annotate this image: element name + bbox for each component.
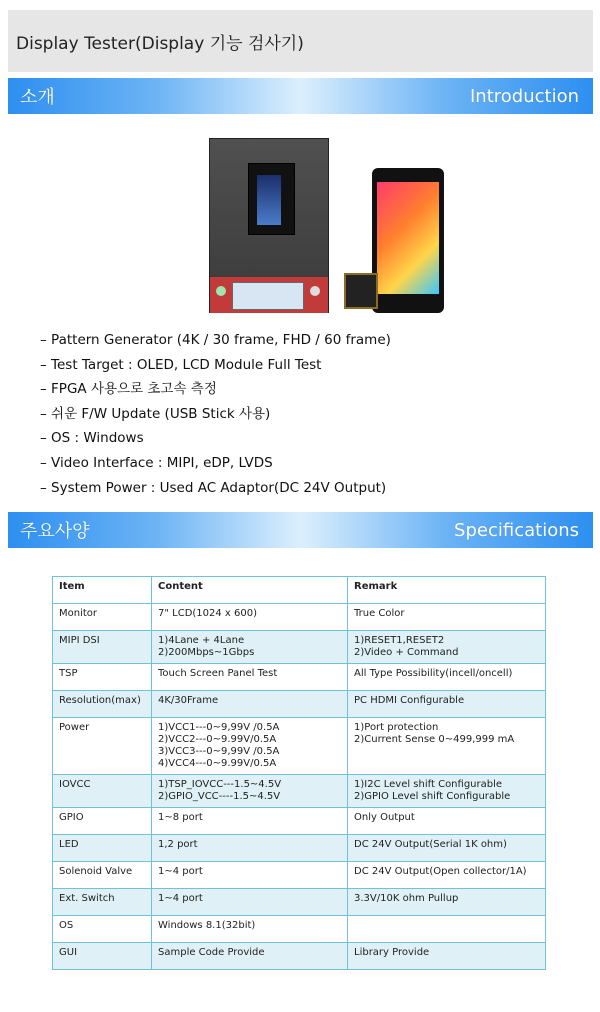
table-row xyxy=(53,916,546,943)
cell-item: Solenoid Valve xyxy=(53,862,152,889)
cell-remark xyxy=(348,664,546,691)
cell-content xyxy=(152,604,348,631)
cell-content xyxy=(152,889,348,916)
cell-item: Ext. Switch xyxy=(53,889,152,916)
table-row xyxy=(53,835,546,862)
display-module-image xyxy=(372,168,444,313)
cell-item: LED xyxy=(53,835,152,862)
feature-item: – OS : Windows xyxy=(40,426,391,451)
cell-content-line: 1~4 port xyxy=(158,893,203,904)
cell-remark-line: All Type Possibility(incell/oncell) xyxy=(354,668,513,679)
cell-remark xyxy=(348,835,546,862)
cell-remark-line: DC 24V Output(Open collector/1A) xyxy=(354,866,527,877)
product-images xyxy=(0,135,600,315)
cell-remark-line: PC HDMI Configurable xyxy=(354,695,465,706)
cell-remark-line: 3.3V/10K ohm Pullup xyxy=(354,893,459,904)
cell-remark xyxy=(348,808,546,835)
feature-item: – Test Target : OLED, LCD Module Full Test xyxy=(40,353,391,378)
cell-item: Power xyxy=(53,718,152,775)
cell-remark-line: 1)Port protection xyxy=(354,722,439,733)
cell-item: Resolution(max) xyxy=(53,691,152,718)
table-header-row xyxy=(53,577,546,604)
cell-content xyxy=(152,718,348,775)
cell-remark xyxy=(348,916,546,943)
cell-remark-line: Only Output xyxy=(354,812,415,823)
cell-content-line: 1,2 port xyxy=(158,839,198,850)
cell-content-line: 4)VCC4---0~9.99V/0.5A xyxy=(158,758,277,769)
table-row xyxy=(53,808,546,835)
cell-content xyxy=(152,631,348,664)
cell-remark-line: 2)Video + Command xyxy=(354,647,459,658)
table-row xyxy=(53,691,546,718)
column-header-remark: Remark xyxy=(348,577,546,604)
cell-remark xyxy=(348,775,546,808)
cell-remark xyxy=(348,631,546,664)
cell-content-line: 3)VCC3---0~9,99V /0.5A xyxy=(158,746,280,757)
cell-content xyxy=(152,835,348,862)
feature-list xyxy=(40,328,391,500)
cell-content-line: 2)GPIO_VCC----1.5~4.5V xyxy=(158,791,281,802)
table-row xyxy=(53,889,546,916)
feature-item: – Video Interface : MIPI, eDP, LVDS xyxy=(40,451,391,476)
cell-content xyxy=(152,862,348,889)
cell-content-line: Sample Code Provide xyxy=(158,947,265,958)
column-header-content: Content xyxy=(152,577,348,604)
cell-item: MIPI DSI xyxy=(53,631,152,664)
spec-table xyxy=(52,576,546,970)
table-row xyxy=(53,631,546,664)
cell-content-line: Touch Screen Panel Test xyxy=(158,668,278,679)
cell-remark-line: DC 24V Output(Serial 1K ohm) xyxy=(354,839,507,850)
cell-remark-line: True Color xyxy=(354,608,405,619)
specs-header xyxy=(8,512,593,548)
cell-content-line: 7" LCD(1024 x 600) xyxy=(158,608,258,619)
cell-remark xyxy=(348,604,546,631)
cell-remark xyxy=(348,943,546,970)
cell-item: TSP xyxy=(53,664,152,691)
cell-remark-line: 1)RESET1,RESET2 xyxy=(354,635,445,646)
spec-table-body xyxy=(53,604,546,970)
page-title: Display Tester(Display 기능 검사기) xyxy=(8,10,593,72)
feature-item: – Pattern Generator (4K / 30 frame, FHD / 60 frame) xyxy=(40,328,391,353)
intro-header xyxy=(8,78,593,114)
cell-remark xyxy=(348,862,546,889)
cell-remark-line: 2)Current Sense 0~499,999 mA xyxy=(354,734,515,745)
tester-device-image xyxy=(209,138,329,313)
table-row xyxy=(53,775,546,808)
cell-remark xyxy=(348,718,546,775)
cell-item: GUI xyxy=(53,943,152,970)
feature-item: – 쉬운 F/W Update (USB Stick 사용) xyxy=(40,402,391,427)
cell-content-line: 1)VCC1---0~9,99V /0.5A xyxy=(158,722,280,733)
cell-item: GPIO xyxy=(53,808,152,835)
table-row xyxy=(53,862,546,889)
cell-content-line: 2)200Mbps~1Gbps xyxy=(158,647,255,658)
intro-header-korean: 소개 xyxy=(20,87,55,108)
cell-content xyxy=(152,691,348,718)
cell-content-line: 2)VCC2---0~9.99V/0.5A xyxy=(158,734,277,745)
cell-remark xyxy=(348,889,546,916)
cell-content-line: 4K/30Frame xyxy=(158,695,219,706)
table-row xyxy=(53,943,546,970)
cell-remark-line: Library Provide xyxy=(354,947,430,958)
cell-content xyxy=(152,808,348,835)
cell-content-line: 1~8 port xyxy=(158,812,203,823)
cell-item: Monitor xyxy=(53,604,152,631)
cell-content xyxy=(152,943,348,970)
cell-content-line: 1)TSP_IOVCC---1.5~4.5V xyxy=(158,779,282,790)
cell-content xyxy=(152,775,348,808)
cell-item: OS xyxy=(53,916,152,943)
cell-content xyxy=(152,916,348,943)
specs-header-korean: 주요사양 xyxy=(20,521,90,542)
table-row xyxy=(53,604,546,631)
feature-item: – System Power : Used AC Adaptor(DC 24V Output) xyxy=(40,476,391,501)
intro-header-english: Introduction xyxy=(469,85,579,107)
cell-content-line: 1~4 port xyxy=(158,866,203,877)
cell-content xyxy=(152,664,348,691)
specs-header-english: Specifications xyxy=(454,519,579,541)
feature-item: – FPGA 사용으로 초고속 측정 xyxy=(40,377,391,402)
cell-item: IOVCC xyxy=(53,775,152,808)
cell-remark-line: 1)I2C Level shift Configurable xyxy=(354,779,503,790)
cell-remark-line: 2)GPIO Level shift Configurable xyxy=(354,791,511,802)
table-row xyxy=(53,718,546,775)
table-row xyxy=(53,664,546,691)
cell-content-line: Windows 8.1(32bit) xyxy=(158,920,256,931)
cell-content-line: 1)4Lane + 4Lane xyxy=(158,635,245,646)
column-header-item: Item xyxy=(53,577,152,604)
cell-remark xyxy=(348,691,546,718)
